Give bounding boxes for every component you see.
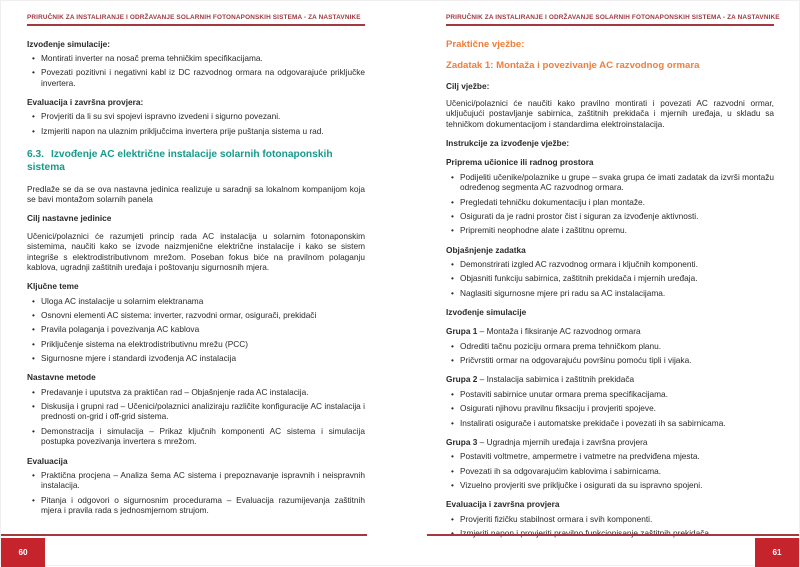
bullet-item: • Diskusija i grupni rad – Učenici/polaznici analiziraju različite konfiguracije AC instalacija i prednosti on-grid i off-grid sistema.: [27, 401, 365, 422]
footer-rule: [1, 534, 367, 536]
content-group: [446, 499, 774, 538]
group-heading-lead: Objašnjenje zadatka: [446, 244, 526, 255]
group-heading: [446, 157, 774, 167]
page-number-badge: 60: [1, 538, 45, 567]
subsection-heading: Cilj nastavne jedinice: [27, 213, 112, 224]
content-group: [446, 437, 774, 490]
group-heading-lead: Grupa 1: [446, 326, 478, 337]
left-page: [1, 1, 399, 567]
bullet-item: • Demonstracija i simulacija – Prikaz ključnih komponenti AC sistema i simulacija postupka povezivanja invertera s mrežom.: [27, 426, 365, 447]
group-heading-rest: – Ugradnja mjernih uređaja i završna provjera: [477, 436, 648, 447]
bullet-item: • Demonstrirati izgled AC razvodnog ormara i ključnih komponenti.: [446, 259, 774, 269]
bullet-item: • Povezati ih sa odgovarajućim kablovima i sabirnicama.: [446, 466, 774, 476]
content-group: [27, 97, 365, 136]
group-heading-lead: Evaluacija i završna provjera: [446, 499, 560, 510]
group-heading: [446, 245, 774, 255]
bullet-item: • Uloga AC instalacije u solarnim elektranama: [27, 296, 365, 306]
paragraph: Predlaže se da se ova nastavna jedinica realizuje u saradnji sa lokalnom kompanijom koja se bavi montažom solarnih panela: [27, 183, 365, 205]
bullet-item: • Postaviti voltmetre, ampermetre i vatmetre na predviđena mjesta.: [446, 451, 774, 461]
paragraph: Učenici/polaznici će razumjeti princip rada AC instalacija u solarnim fotonaponskim sistemima, naučiti kako se izvode naizmjenične električne instalacije i kako se sistem integriše s elektrodistributivnom mrežom. Poseban fokus biće na pravilnom polaganju kablova, ugradnji zaštitnih uređaja i poštovanju sigurnosnih mjera.: [27, 230, 365, 272]
content-group: [27, 39, 365, 88]
bullet-list: [27, 470, 365, 515]
group-heading: [27, 97, 365, 107]
bullet-item: • Provjeriti da li su svi spojevi ispravno izvedeni i sigurno povezani.: [27, 111, 365, 121]
subsection-heading: Cilj vježbe:: [446, 80, 490, 91]
left-page-content: [27, 39, 365, 525]
bullet-item: • Priključenje sistema na elektrodistributivnu mrežu (PCC): [27, 339, 365, 349]
subsection-heading: Instrukcije za izvođenje vježbe:: [446, 138, 570, 149]
bullet-item: • Objasniti funkciju sabirnica, zaštitnih prekidača i mjernih uređaja.: [446, 273, 774, 283]
running-header: PRIRUČNIK ZA INSTALIRANJE I ODRŽAVANJE SOLARNIH FOTONAPONSKIH SISTEMA - ZA NASTAVNIKE: [446, 14, 780, 21]
exercise-heading: Zadatak 1: Montaža i povezivanje AC razvodnog ormara: [446, 59, 700, 71]
content-group: [446, 245, 774, 298]
content-group: [446, 326, 774, 365]
bullet-item: • Osigurati da je radni prostor čist i siguran za izvođenje aktivnosti.: [446, 211, 774, 221]
header-rule: [446, 24, 774, 26]
bullet-item: • Sigurnosne mjere i standardi izvođenja AC instalacija: [27, 353, 365, 363]
group-heading-lead: Grupa 3: [446, 436, 478, 447]
group-heading: [446, 326, 774, 336]
group-heading-lead: Izvođenje simulacije:: [27, 38, 110, 49]
running-header: PRIRUČNIK ZA INSTALIRANJE I ODRŽAVANJE SOLARNIH FOTONAPONSKIH SISTEMA - ZA NASTAVNIKE: [27, 14, 361, 21]
right-page: [399, 1, 799, 567]
subsection-heading: Evaluacija: [27, 455, 68, 466]
bullet-item: • Osigurati njihovu pravilnu fiksaciju i provjeriti spojeve.: [446, 403, 774, 413]
bullet-item: • Provjeriti fizičku stabilnost ormara i svih komponenti.: [446, 514, 774, 524]
bullet-item: • Montirati inverter na nosač prema tehničkim specifikacijama.: [27, 53, 365, 63]
bullet-item: • Povezati pozitivni i negativni kabl iz DC razvodnog ormara na odgovarajuće priključke invertera.: [27, 67, 365, 88]
bullet-item: • Naglasiti sigurnosne mjere pri radu sa AC instalacijama.: [446, 288, 774, 298]
content-group: [446, 374, 774, 427]
group-heading-rest: – Instalacija sabirnica i zaštitnih prekidača: [477, 374, 635, 385]
group-heading: [446, 374, 774, 384]
bullet-item: • Instalirati osigurače i automatske prekidače i povezati ih sa sabirnicama.: [446, 418, 774, 428]
subsection-heading: Izvođenje simulacije: [446, 307, 527, 318]
group-heading-lead: Evaluacija i završna provjera:: [27, 97, 144, 108]
bullet-list: [27, 53, 365, 88]
bullet-item: • Vizuelno provjeriti sve priključke i osigurati da su ispravno spojeni.: [446, 480, 774, 490]
bullet-list: [27, 296, 365, 364]
bullet-item: • Pričvrstiti ormar na odgovarajuću površinu pomoću tipli i vijaka.: [446, 355, 774, 365]
left-page-inner: [1, 1, 399, 525]
bullet-item: • Praktična procjena – Analiza šema AC sistema i prepoznavanje ispravnih i neispravnih instalacija.: [27, 470, 365, 491]
bullet-item: • Pripremiti neophodne alate i zaštitnu opremu.: [446, 225, 774, 235]
group-heading-rest: – Montaža i fiksiranje AC razvodnog ormara: [477, 326, 641, 337]
right-page-content: [446, 39, 774, 525]
exercise-heading: Praktične vježbe:: [446, 38, 525, 50]
group-heading: [446, 437, 774, 447]
bullet-item: • Pitanja i odgovori o sigurnosnim procedurama – Evaluacija razumijevanja zaštitnih mjera i pravila rada s jednosmjernom strujom.: [27, 495, 365, 516]
bullet-item: • Osnovni elementi AC sistema: inverter, razvodni ormar, osigurači, prekidači: [27, 310, 365, 320]
bullet-list: [446, 259, 774, 298]
group-heading: [446, 499, 774, 509]
bullet-list: [27, 387, 365, 447]
bullet-item: • Postaviti sabirnice unutar ormara prema specifikacijama.: [446, 389, 774, 399]
chapter-heading: [27, 149, 365, 175]
bullet-list: [446, 451, 774, 490]
group-heading: [27, 39, 365, 49]
footer-rule: [427, 534, 799, 536]
chapter-number: 6.3.: [27, 149, 44, 161]
bullet-list: [446, 341, 774, 366]
group-heading-lead: Priprema učionice ili radnog prostora: [446, 157, 594, 168]
subsection-heading: Ključne teme: [27, 281, 79, 292]
bullet-list: [446, 389, 774, 428]
header-rule: [27, 24, 365, 26]
bullet-list: [27, 111, 365, 136]
group-heading-lead: Grupa 2: [446, 374, 478, 385]
bullet-item: • Predavanje i uputstva za praktičan rad – Objašnjenje rada AC instalacija.: [27, 387, 365, 397]
paragraph: Učenici/polaznici će naučiti kako pravilno montirati i povezati AC razvodni ormar, uključujući postavljanje sabirnica, zaštitnih prekidača i mjernih uređaja, u skladu sa tehničkom dokumentacijom i standardima elektroinstalacija.: [446, 98, 774, 129]
bullet-item: • Pravila polaganja i povezivanja AC kablova: [27, 324, 365, 334]
subsection-heading: Nastavne metode: [27, 372, 96, 383]
bullet-item: • Izmjeriti napon na ulaznim priključcima invertera prije puštanja sistema u rad.: [27, 126, 365, 136]
bullet-item: • Pregledati tehničku dokumentaciju i plan montaže.: [446, 197, 774, 207]
right-page-inner: [399, 1, 799, 525]
content-group: [446, 157, 774, 235]
bullet-list: [446, 172, 774, 236]
page-number-badge: 61: [755, 538, 799, 567]
bullet-item: • Odrediti tačnu poziciju ormara prema tehničkom planu.: [446, 341, 774, 351]
bullet-item: • Podijeliti učenike/polaznike u grupe – svaka grupa će imati zadatak da izvrši montažu određenog segmenta AC razvodnog ormara.: [446, 172, 774, 193]
chapter-title: Izvođenje AC električne instalacije solarnih fotonaponskih sistema: [27, 149, 333, 173]
